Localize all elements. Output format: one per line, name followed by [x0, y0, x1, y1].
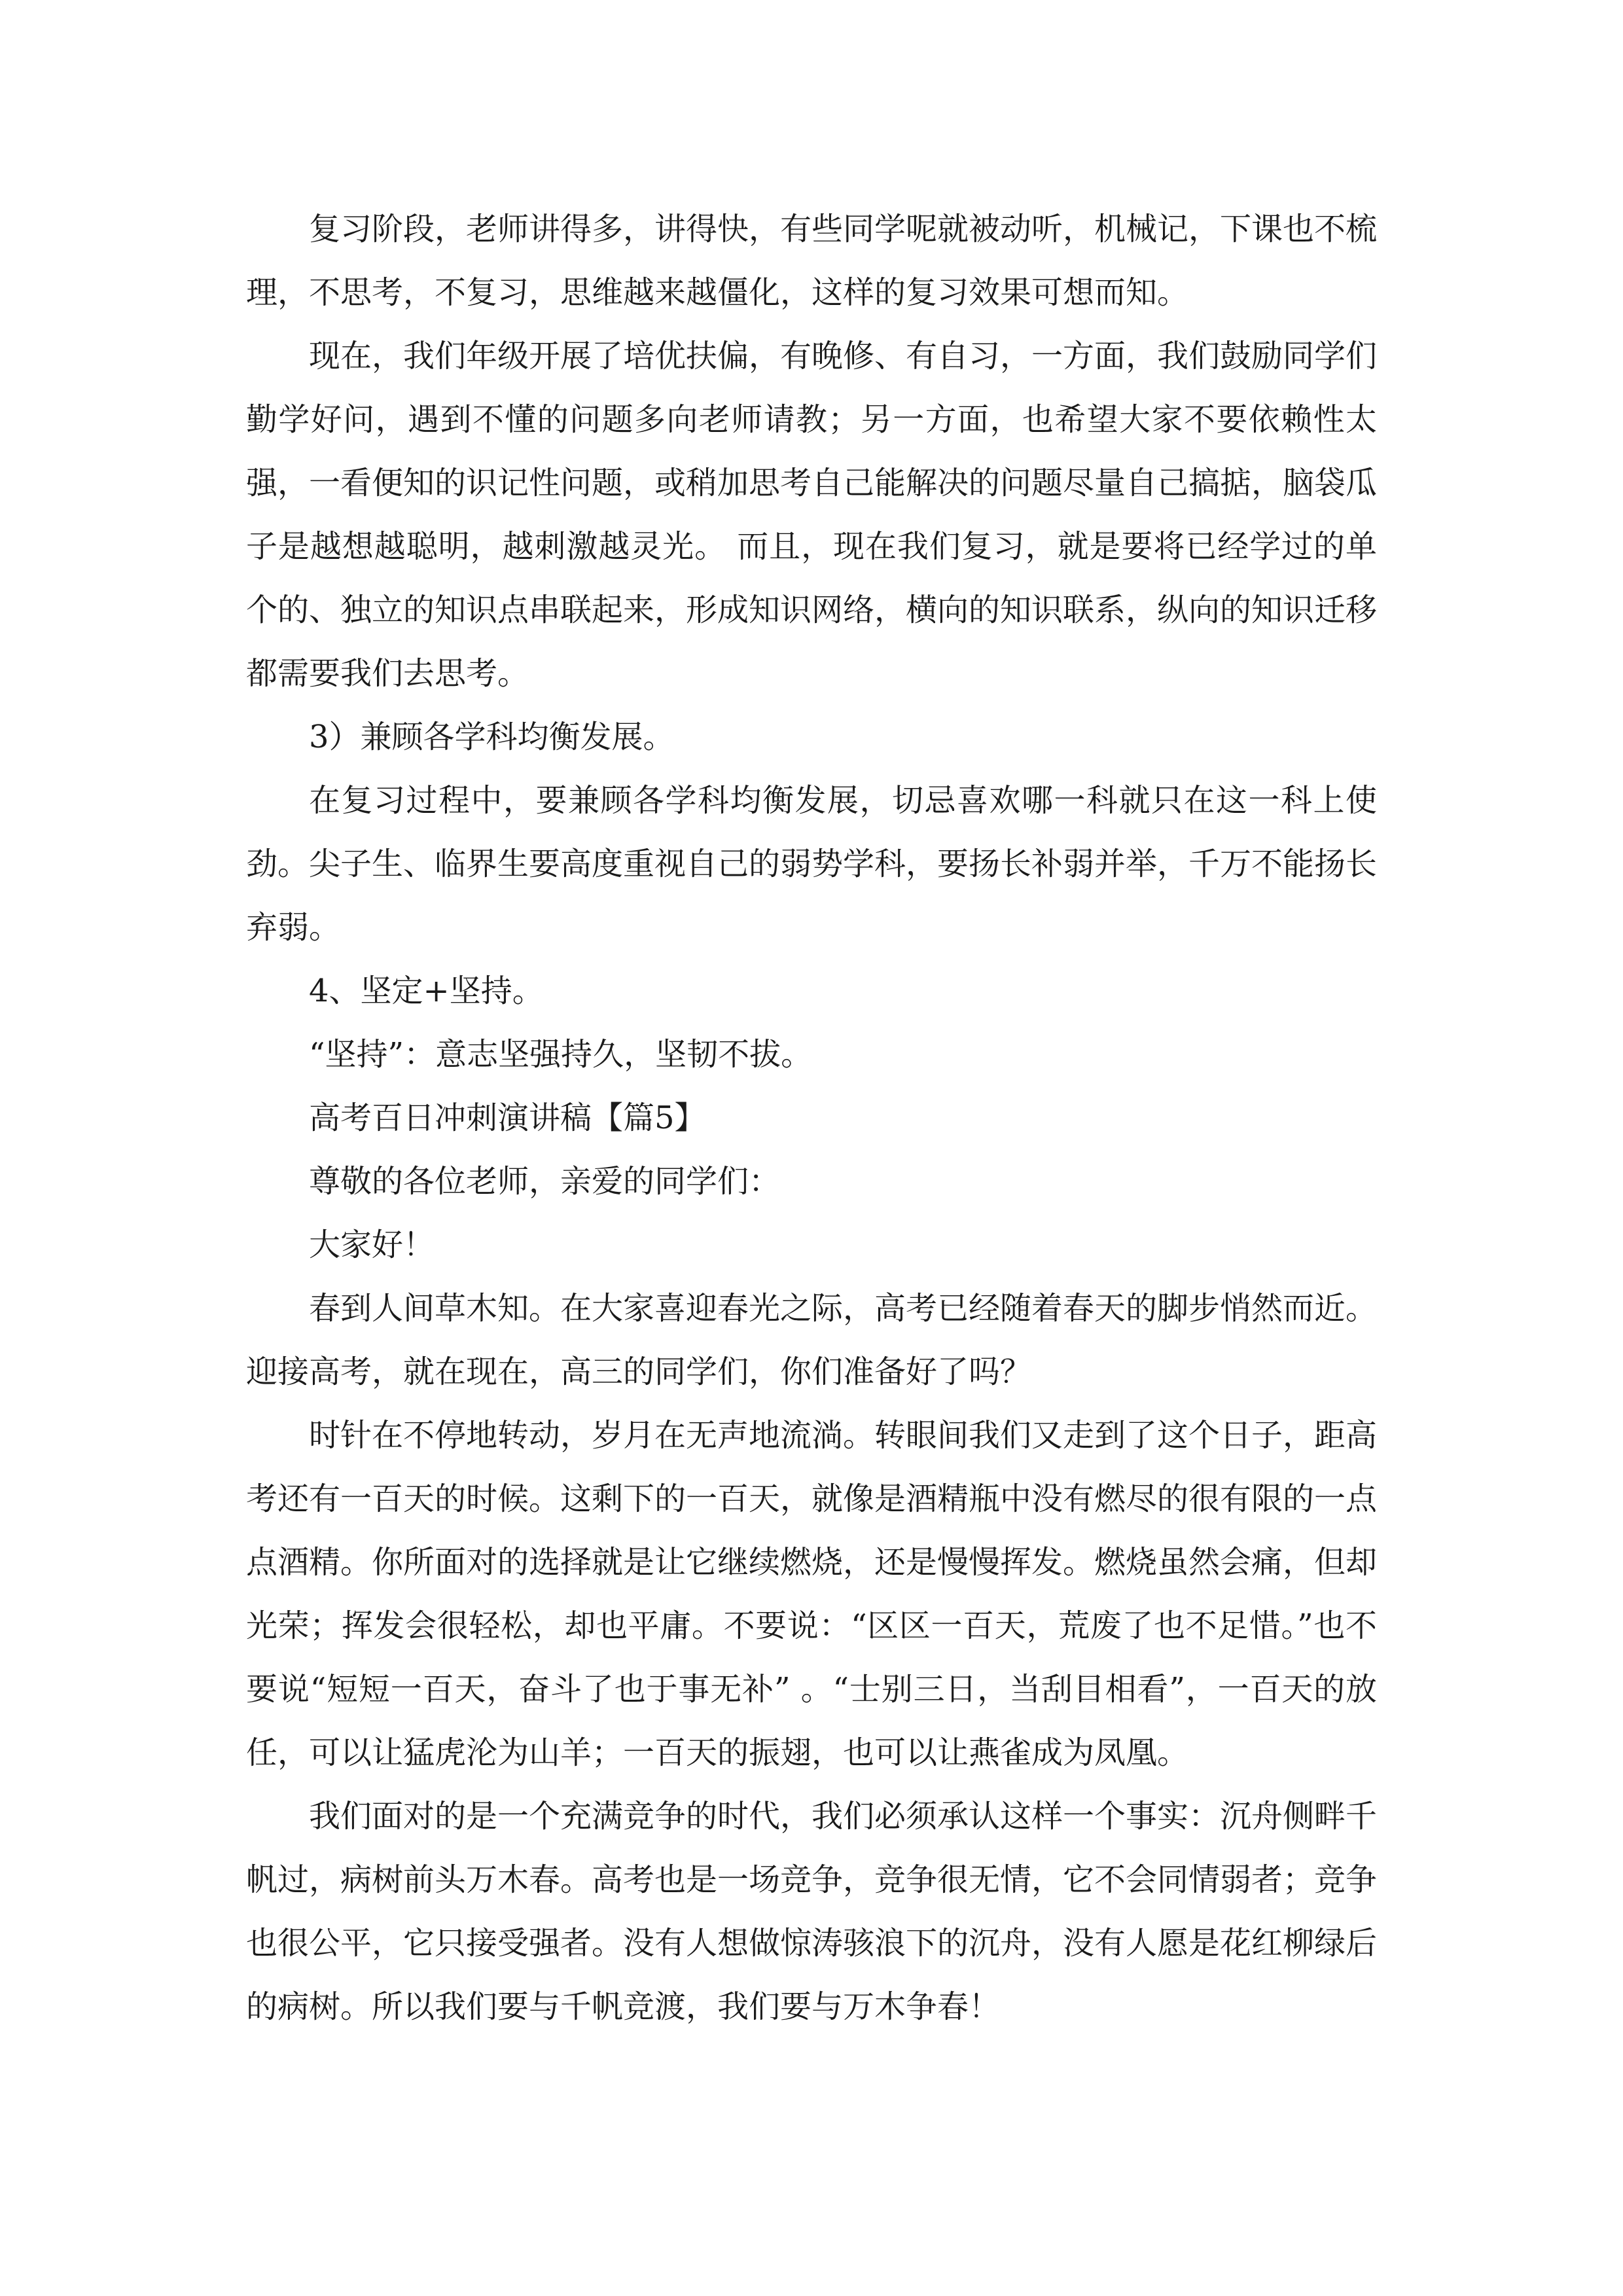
greeting: 大家好！ — [309, 1227, 435, 1263]
section-heading: 3）兼顾各学科均衡发展。 — [309, 719, 675, 755]
paragraph: “坚持”：意志坚强持久，坚韧不拔。 — [309, 1036, 813, 1073]
article-title: 高考百日冲刺演讲稿【篇5】 — [309, 1100, 706, 1136]
paragraph: 在复习过程中，要兼顾各学科均衡发展，切忌喜欢哪一科就只在这一科上使劲。尖子生、临界生要高度重视自己的弱势学科，要扬长补弱并举，千万不能扬长弃弱。 — [246, 782, 1378, 946]
document-body — [246, 198, 1377, 2039]
paragraph: 复习阶段，老师讲得多，讲得快，有些同学呢就被动听，机械记，下课也不梳理，不思考，不复习，思维越来越僵化，这样的复习效果可想而知。 — [246, 211, 1378, 311]
paragraph: 春到人间草木知。在大家喜迎春光之际，高考已经随着春天的脚步悄然而近。迎接高考，就在现在，高三的同学们，你们准备好了吗？ — [246, 1290, 1378, 1390]
salutation: 尊敬的各位老师，亲爱的同学们： — [309, 1163, 781, 1200]
section-heading: 4、坚定+坚持。 — [309, 973, 544, 1009]
paragraph: 时针在不停地转动，岁月在无声地流淌。转眼间我们又走到了这个日子，距高考还有一百天的时候。这剩下的一百天，就像是酒精瓶中没有燃尽的很有限的一点点酒精。你所面对的选择就是让它继续燃烧，还是慢慢挥发。燃烧虽然会痛，但却光荣；挥发会很轻松，却也平庸。不要说：“区区一百天，荒废了也不足惜。”也不要说“短短一百天，奋斗了也于事无补” 。“士别三日，当刮目相看”，一百天的放任，可以让猛虎沦为山羊；一百天的振翅，也可以让燕雀成为凤凰。 — [246, 1417, 1378, 1771]
paragraph: 我们面对的是一个充满竞争的时代，我们必须承认这样一个事实：沉舟侧畔千帆过，病树前头万木春。高考也是一场竞争，竞争很无情，它不会同情弱者；竞争也很公平，它只接受强者。没有人想做惊涛骇浪下的沉舟，没有人愿是花红柳绿后的病树。所以我们要与千帆竞渡，我们要与万木争春！ — [246, 1798, 1378, 2025]
paragraph: 现在，我们年级开展了培优扶偏，有晚修、有自习，一方面，我们鼓励同学们勤学好问，遇到不懂的问题多向老师请教；另一方面，也希望大家不要依赖性太强，一看便知的识记性问题，或稍加思考自己能解决的问题尽量自己搞掂，脑袋瓜子是越想越聪明，越刺激越灵光。 而且，现在我们复习，就是要将已经学过的单个的、独立的知识点串联起来，形成知识网络，横向的知识联系，纵向的知识迁移都需要我们去思考。 — [246, 338, 1378, 692]
